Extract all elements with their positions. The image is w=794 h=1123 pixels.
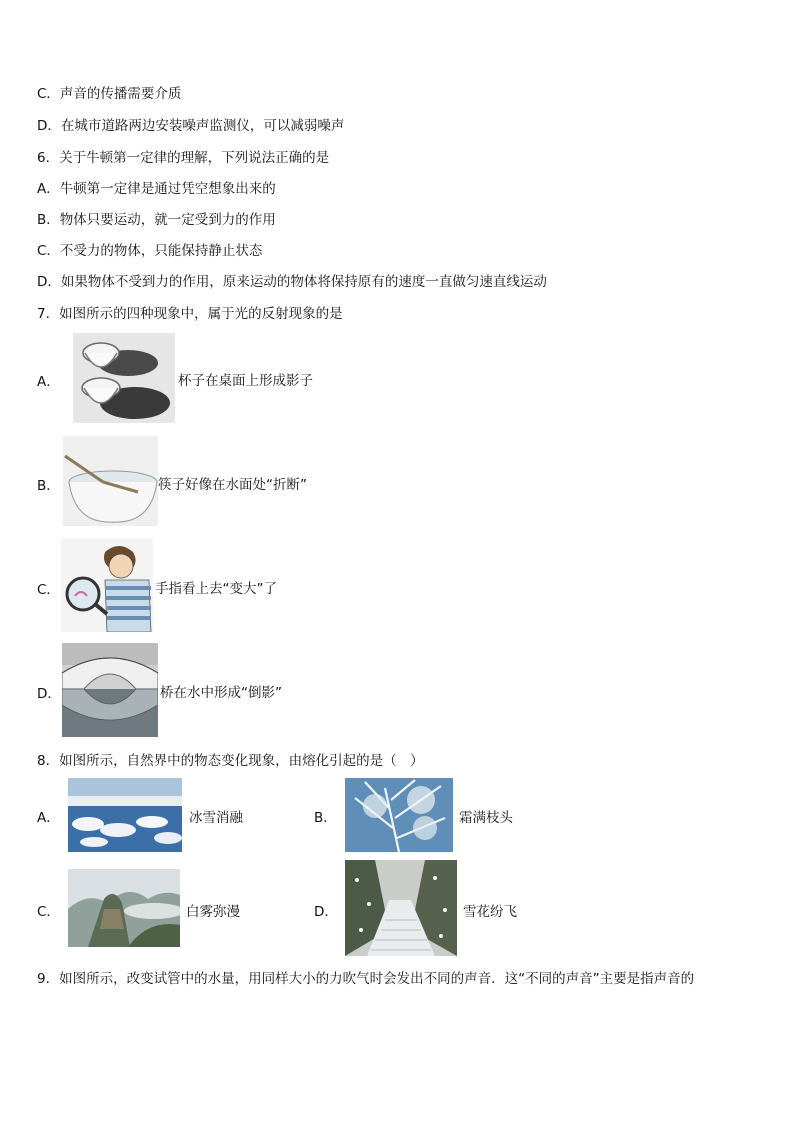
question-6: 6．关于牛顿第一定律的理解，下列说法正确的是: [37, 150, 330, 166]
q8-option-a-caption: 冰雪消融: [189, 810, 243, 826]
magnifier-boy-image: [61, 538, 153, 632]
option-c-sound-medium: C．声音的传播需要介质: [37, 86, 182, 102]
question-6-option-a: A．牛顿第一定律是通过凭空想象出来的: [37, 181, 276, 197]
q7-option-b-caption: 筷子好像在水面处“折断”: [158, 477, 307, 493]
question-8: 8．如图所示，自然界中的物态变化现象，由熔化引起的是（ ）: [37, 753, 424, 769]
q8-option-d-caption: 雪花纷飞: [463, 904, 517, 920]
frost-branches-image: [345, 778, 453, 852]
snow-path-image: [345, 860, 457, 956]
bowl-chopstick-image: [63, 436, 158, 526]
question-6-option-c: C．不受力的物体，只能保持静止状态: [37, 243, 263, 259]
q8-option-c-caption: 白雾弥漫: [186, 904, 240, 920]
mist-mountain-image: [68, 869, 180, 947]
q7-option-d-caption: 桥在水中形成“倒影”: [160, 685, 282, 701]
q8-option-b-label: B．: [314, 810, 337, 826]
q7-option-d-label: D．: [37, 686, 61, 702]
q8-option-a-label: A．: [37, 810, 60, 826]
question-7: 7．如图所示的四种现象中，属于光的反射现象的是: [37, 306, 343, 322]
option-d-noise-monitor: D．在城市道路两边安装噪声监测仪，可以减弱噪声: [37, 118, 345, 134]
q8-option-b-caption: 霜满枝头: [459, 810, 513, 826]
q7-option-a-caption: 杯子在桌面上形成影子: [178, 373, 313, 389]
question-6-option-b: B．物体只要运动，就一定受到力的作用: [37, 212, 276, 228]
question-6-option-d: D．如果物体不受到力的作用，原来运动的物体将保持原有的速度一直做匀速直线运动: [37, 274, 547, 290]
q7-option-c-caption: 手指看上去“变大”了: [155, 581, 277, 597]
bridge-reflection-image: [62, 643, 158, 737]
q7-option-b-label: B．: [37, 478, 60, 494]
q7-option-a-label: A．: [37, 374, 60, 390]
cup-shadow-image: [73, 333, 175, 423]
q7-option-c-label: C．: [37, 582, 60, 598]
ice-melting-image: [68, 778, 182, 852]
q8-option-d-label: D．: [314, 904, 338, 920]
q8-option-c-label: C．: [37, 904, 60, 920]
question-9: 9．如图所示，改变试管中的水量，用同样大小的力吹气时会发出不同的声音．这“不同的声音”主要是指声音的: [37, 971, 695, 987]
